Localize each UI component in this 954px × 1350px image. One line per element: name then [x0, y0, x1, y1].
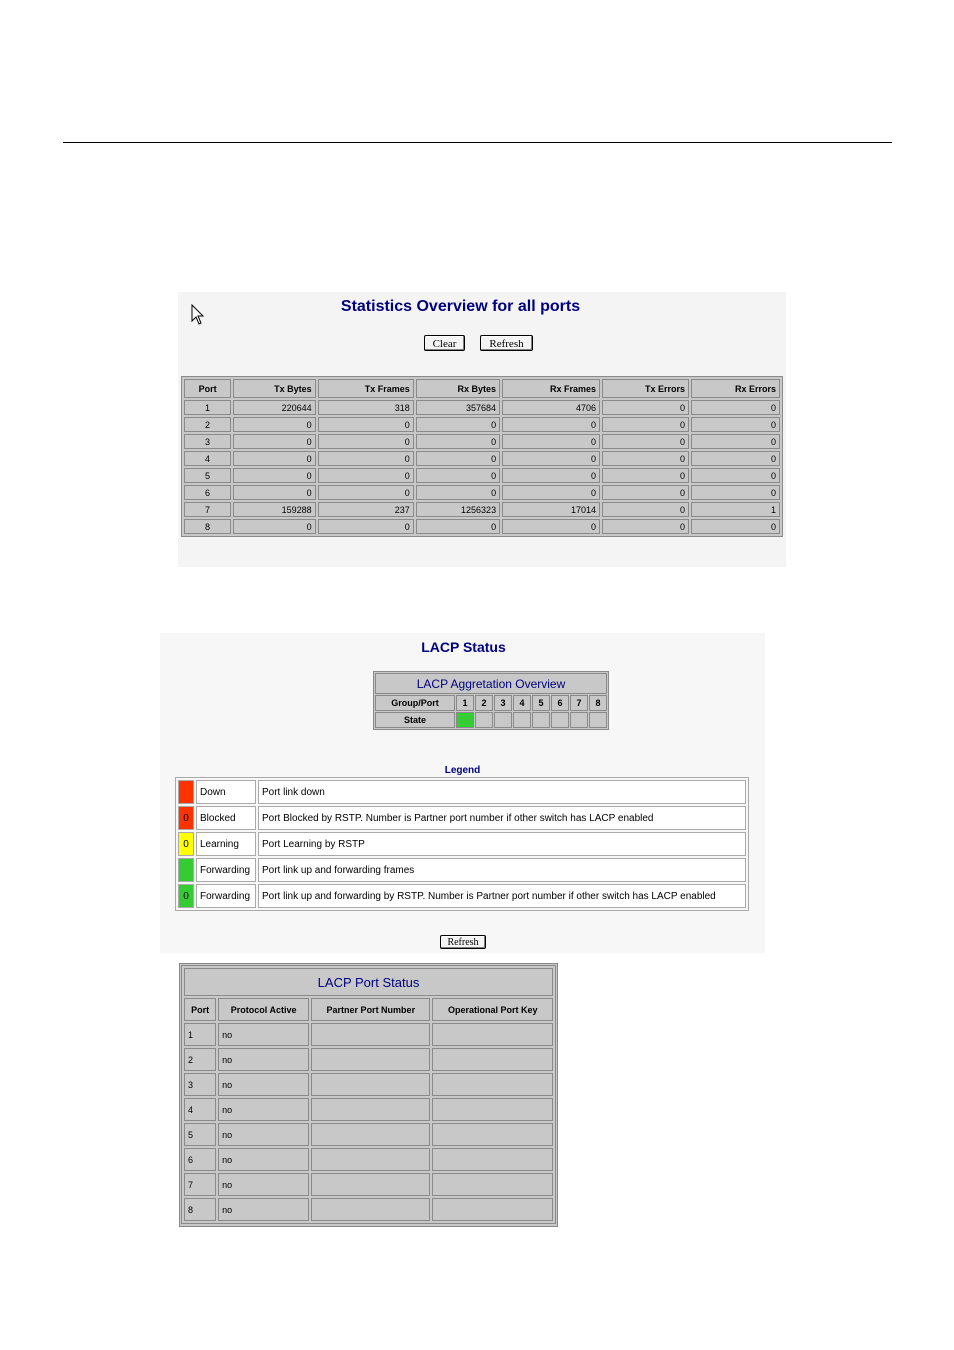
- port-state-indicator: [456, 712, 474, 728]
- column-header: Rx Bytes: [416, 379, 500, 398]
- table-cell: [432, 1073, 553, 1096]
- legend-color-swatch: 0: [178, 806, 194, 830]
- legend-table: [175, 777, 749, 911]
- port-state-indicator: [589, 712, 607, 728]
- legend-description: Port Blocked by RSTP. Number is Partner port number if other switch has LACP enabled: [258, 806, 746, 830]
- port-number: 1: [456, 695, 474, 711]
- table-cell: 8: [184, 519, 231, 534]
- page-title: Statistics Overview for all ports: [340, 298, 581, 315]
- table-cell: no: [218, 1048, 309, 1071]
- table-cell: 7: [184, 1173, 216, 1196]
- legend-color-swatch: 0: [178, 832, 194, 856]
- table-cell: 0: [691, 468, 780, 483]
- table-cell: 5: [184, 468, 231, 483]
- table-cell: 0: [233, 519, 316, 534]
- table-cell: 0: [691, 451, 780, 466]
- table-row: [184, 417, 780, 432]
- refresh-button[interactable]: Refresh: [480, 335, 533, 351]
- legend-state: Down: [196, 780, 256, 804]
- table-cell: 318: [318, 400, 414, 415]
- table-cell: [311, 1023, 430, 1046]
- table-cell: 7: [184, 502, 231, 517]
- lacp-refresh-button[interactable]: Refresh: [440, 935, 486, 949]
- column-header: Tx Frames: [318, 379, 414, 398]
- column-header: Port: [184, 998, 216, 1021]
- legend-description: Port Learning by RSTP: [258, 832, 746, 856]
- column-header: Tx Bytes: [233, 379, 316, 398]
- table-cell: no: [218, 1148, 309, 1171]
- port-number: 4: [513, 695, 531, 711]
- table-cell: 0: [416, 451, 500, 466]
- table-row: [184, 434, 780, 449]
- port-state-indicator: [570, 712, 588, 728]
- port-number: 2: [475, 695, 493, 711]
- table-cell: 2: [184, 1048, 216, 1071]
- legend-color-swatch: [178, 858, 194, 882]
- lacp-port-status-panel: [179, 963, 558, 1227]
- column-header: Tx Errors: [602, 379, 689, 398]
- table-cell: 0: [602, 485, 689, 500]
- legend-description: Port link up and forwarding by RSTP. Number is Partner port number if other switch has LACP enabled: [258, 884, 746, 908]
- table-row: [184, 468, 780, 483]
- table-cell: 2: [184, 417, 231, 432]
- table-cell: 0: [691, 434, 780, 449]
- table-row: [184, 1148, 553, 1171]
- table-cell: 0: [602, 502, 689, 517]
- statistics-table: [181, 376, 783, 537]
- table-cell: 3: [184, 1073, 216, 1096]
- table-cell: [432, 1023, 553, 1046]
- table-cell: 159288: [233, 502, 316, 517]
- table-cell: [311, 1098, 430, 1121]
- port-number: 7: [570, 695, 588, 711]
- port-state-indicator: [532, 712, 550, 728]
- table-row: [184, 1023, 553, 1046]
- port-number: 6: [551, 695, 569, 711]
- port-state-indicator: [513, 712, 531, 728]
- table-cell: no: [218, 1073, 309, 1096]
- table-cell: 0: [502, 451, 600, 466]
- table-cell: 0: [691, 400, 780, 415]
- table-cell: [311, 1148, 430, 1171]
- port-number: 8: [589, 695, 607, 711]
- table-row: [184, 1198, 553, 1221]
- table-cell: no: [218, 1023, 309, 1046]
- table-cell: 0: [416, 417, 500, 432]
- table-cell: 0: [233, 451, 316, 466]
- table-cell: 0: [233, 434, 316, 449]
- table-cell: [311, 1073, 430, 1096]
- table-cell: 237: [318, 502, 414, 517]
- table-cell: 1: [184, 400, 231, 415]
- table-cell: 220644: [233, 400, 316, 415]
- legend-row: [178, 806, 746, 830]
- legend-state: Blocked: [196, 806, 256, 830]
- column-header: Operational Port Key: [432, 998, 553, 1021]
- port-state-indicator: [551, 712, 569, 728]
- port-number: 5: [532, 695, 550, 711]
- legend-description: Port link down: [258, 780, 746, 804]
- table-row: [184, 451, 780, 466]
- table-cell: 0: [233, 485, 316, 500]
- table-cell: [311, 1123, 430, 1146]
- port-state-indicator: [494, 712, 512, 728]
- legend-row: [178, 832, 746, 856]
- table-cell: 0: [691, 519, 780, 534]
- legend-row: [178, 780, 746, 804]
- table-cell: 0: [602, 417, 689, 432]
- table-row: [184, 1098, 553, 1121]
- table-row: [184, 400, 780, 415]
- table-row: [184, 1073, 553, 1096]
- table-row: [184, 1048, 553, 1071]
- table-cell: [311, 1048, 430, 1071]
- legend-title: Legend: [444, 765, 481, 776]
- table-cell: 0: [318, 434, 414, 449]
- table-cell: [311, 1198, 430, 1221]
- table-cell: [432, 1148, 553, 1171]
- table-cell: 17014: [502, 502, 600, 517]
- lacp-status-panel: [160, 633, 765, 953]
- table-cell: 3: [184, 434, 231, 449]
- table-cell: no: [218, 1198, 309, 1221]
- column-header: Partner Port Number: [311, 998, 430, 1021]
- legend-state: Forwarding: [196, 858, 256, 882]
- table-cell: 4: [184, 451, 231, 466]
- table-cell: 0: [602, 400, 689, 415]
- port-number: 3: [494, 695, 512, 711]
- table-cell: [432, 1198, 553, 1221]
- table-cell: 0: [233, 468, 316, 483]
- table-row: [184, 502, 780, 517]
- table-cell: 0: [602, 468, 689, 483]
- table-row: [184, 519, 780, 534]
- table-cell: 0: [416, 485, 500, 500]
- table-cell: 0: [502, 485, 600, 500]
- table-cell: 0: [502, 519, 600, 534]
- column-header: Rx Errors: [691, 379, 780, 398]
- table-cell: [432, 1048, 553, 1071]
- legend-color-swatch: 0: [178, 884, 194, 908]
- table-cell: 0: [318, 485, 414, 500]
- legend-row: [178, 858, 746, 882]
- table-cell: 0: [602, 434, 689, 449]
- lacp-status-title: LACP Status: [421, 639, 506, 655]
- table-row: [184, 1173, 553, 1196]
- table-row: [184, 485, 780, 500]
- port-status-title: LACP Port Status: [184, 968, 553, 996]
- horizontal-rule: [63, 142, 892, 143]
- table-cell: no: [218, 1173, 309, 1196]
- table-cell: [432, 1098, 553, 1121]
- statistics-panel: [178, 292, 786, 567]
- table-cell: 1: [691, 502, 780, 517]
- table-cell: 0: [416, 468, 500, 483]
- table-cell: 0: [691, 417, 780, 432]
- legend-state: Learning: [196, 832, 256, 856]
- table-cell: 4: [184, 1098, 216, 1121]
- table-cell: 0: [502, 434, 600, 449]
- table-cell: [432, 1173, 553, 1196]
- table-cell: 0: [691, 485, 780, 500]
- clear-button[interactable]: Clear: [424, 335, 465, 351]
- legend-state: Forwarding: [196, 884, 256, 908]
- table-cell: 1256323: [416, 502, 500, 517]
- table-cell: 0: [602, 451, 689, 466]
- state-label: State: [375, 712, 455, 728]
- table-cell: 0: [318, 519, 414, 534]
- table-cell: 4706: [502, 400, 600, 415]
- table-cell: 8: [184, 1198, 216, 1221]
- table-cell: no: [218, 1123, 309, 1146]
- table-cell: 6: [184, 485, 231, 500]
- column-header: Protocol Active: [218, 998, 309, 1021]
- table-cell: 0: [502, 468, 600, 483]
- table-row: [184, 1123, 553, 1146]
- table-cell: [432, 1123, 553, 1146]
- aggregation-overview-title: LACP Aggretation Overview: [375, 673, 607, 694]
- port-state-indicator: [475, 712, 493, 728]
- table-cell: 5: [184, 1123, 216, 1146]
- legend-description: Port link up and forwarding frames: [258, 858, 746, 882]
- table-cell: 0: [233, 417, 316, 432]
- group-port-label: Group/Port: [375, 695, 455, 711]
- table-cell: 0: [318, 451, 414, 466]
- table-cell: 6: [184, 1148, 216, 1171]
- lacp-port-status-table: [181, 965, 556, 1224]
- column-header: Port: [184, 379, 231, 398]
- table-cell: no: [218, 1098, 309, 1121]
- table-cell: [311, 1173, 430, 1196]
- column-header: Rx Frames: [502, 379, 600, 398]
- table-cell: 0: [416, 519, 500, 534]
- legend-color-swatch: [178, 780, 194, 804]
- table-cell: 0: [502, 417, 600, 432]
- lacp-aggregation-table: [373, 671, 609, 730]
- table-cell: 0: [416, 434, 500, 449]
- table-cell: 357684: [416, 400, 500, 415]
- table-cell: 0: [318, 417, 414, 432]
- table-cell: 0: [602, 519, 689, 534]
- table-cell: 1: [184, 1023, 216, 1046]
- table-cell: 0: [318, 468, 414, 483]
- legend-row: [178, 884, 746, 908]
